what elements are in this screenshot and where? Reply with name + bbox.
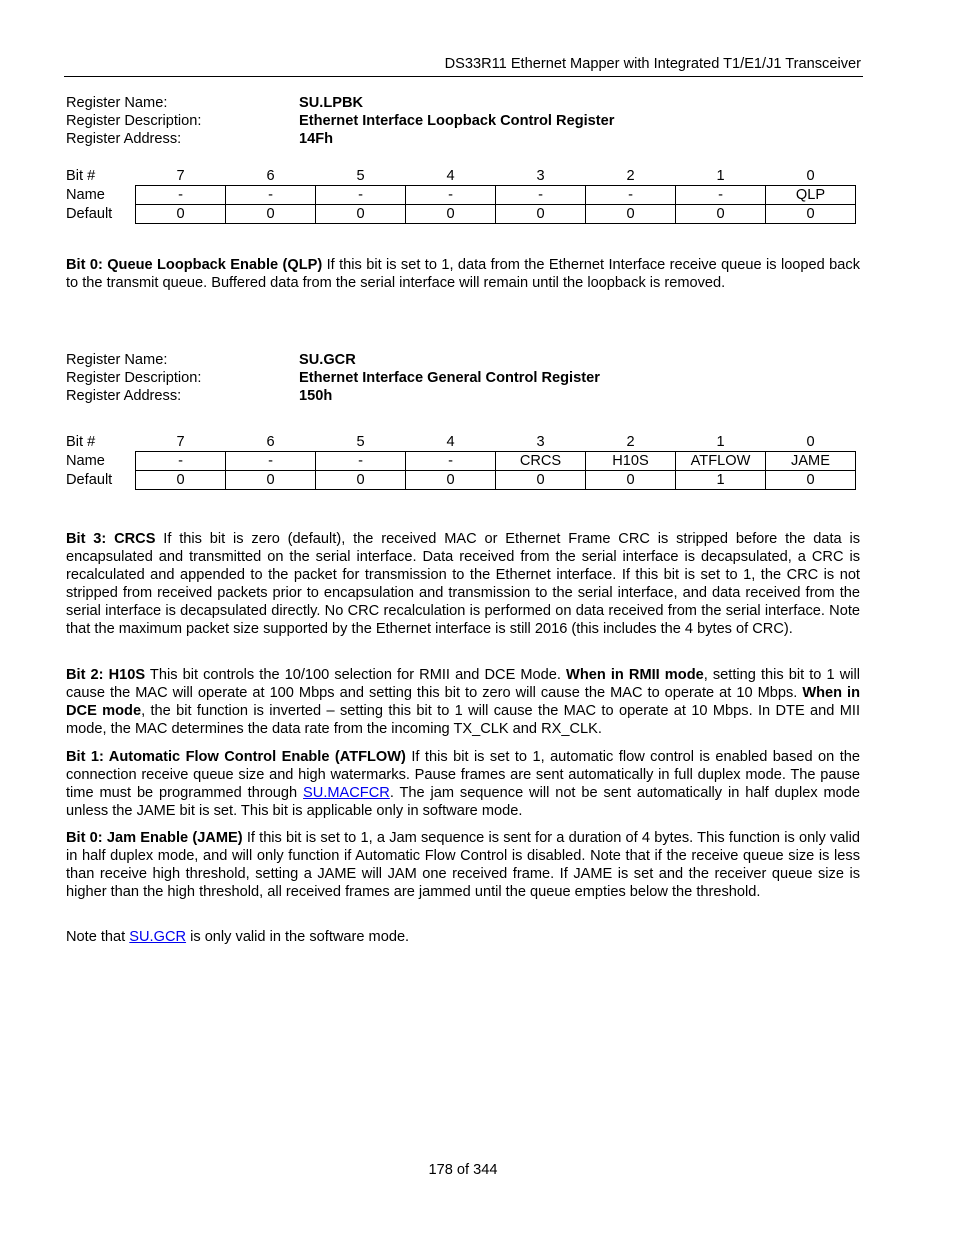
bit-name: - [406,452,496,471]
bit-table-gcr [66,433,856,490]
bit-name: CRCS [496,452,586,471]
bit-default: 0 [226,471,316,490]
bit-number-row [66,167,856,186]
bit-default-row [66,205,856,224]
bit-name-row [66,186,856,205]
bit-name: - [316,452,406,471]
paragraph-text: , setting this bit to 1 will cause the MAC will operate at 100 Mbps and setting this bit to zero will cause the MAC to operate at 10 Mbps. [66,667,860,701]
page-number: 178 of 344 [428,1162,498,1178]
bit-row-label: Bit # [66,433,96,450]
register-description-value: Ethernet Interface Loopback Control Register [299,113,615,129]
document-header: DS33R11 Ethernet Mapper with Integrated T1/E1/J1 Transceiver [444,56,861,72]
default-row-label: Default [66,205,113,222]
bit-name: - [676,186,766,205]
bit-default: 0 [226,205,316,224]
bit-name-row [66,452,856,471]
register-address-label: Register Address: [66,388,182,404]
bit-name: - [586,186,676,205]
bit-default: 0 [586,205,676,224]
bit-name: - [406,186,496,205]
bit-name: H10S [586,452,676,471]
name-row-label: Name [66,186,105,203]
paragraph-heading: Bit 3: CRCS [66,531,156,547]
register-name-value: SU.GCR [299,352,356,368]
paragraph-text: Note that [66,929,130,945]
bit-number: 2 [626,167,635,184]
bit-name: - [136,452,226,471]
bit-default: 0 [136,471,226,490]
bit-name: - [316,186,406,205]
bit-number: 6 [266,433,275,450]
paragraph-heading: Bit 1: Automatic Flow Control Enable (ATFLOW) [66,749,406,765]
paragraph-crcs [66,530,860,638]
bit-number: 3 [536,433,545,450]
paragraph-text: If this bit is set to 1, automatic flow control is enabled based on the connection receive queue size and high watermarks. Pause frames are sent automatically in full duplex mode. The pause time must be programmed through [66,749,860,801]
paragraph-h10s [66,666,860,738]
bit-default: 0 [496,471,586,490]
bit-default: 0 [766,205,856,224]
register-name-label: Register Name: [66,95,168,111]
header-rule [64,76,863,77]
name-row-label: Name [66,452,105,469]
bit-name: - [496,186,586,205]
bit-number: 0 [806,167,815,184]
dce-mode-emphasis: When in DCE mode [66,685,860,719]
bit-name: - [226,452,316,471]
bit-number: 6 [266,167,275,184]
register-name-value: SU.LPBK [299,95,364,111]
paragraph-qlp [66,256,860,292]
bit-name: JAME [766,452,856,471]
paragraph-text: This bit controls the 10/100 selection for RMII and DCE Mode. [145,667,567,683]
bit-number: 1 [716,167,725,184]
bit-default: 1 [676,471,766,490]
bit-number: 5 [356,167,365,184]
register-info-lpbk [66,94,614,148]
register-address-label: Register Address: [66,131,182,147]
bit-name: ATFLOW [676,452,766,471]
su-macfcr-link[interactable]: SU.MACFCR [303,785,390,801]
bit-number: 0 [806,433,815,450]
paragraph-text: , the bit function is inverted – setting this bit to 1 will cause the MAC to operate at 10 Mbps. In DTE and MII mode, the MAC determines the data rate from the incoming TX_CLK and RX_CLK. [66,703,861,737]
register-name-label: Register Name: [66,352,168,368]
paragraph-heading: Bit 0: Jam Enable (JAME) [66,830,243,846]
paragraph-note [66,928,860,946]
register-description-value: Ethernet Interface General Control Register [299,370,600,386]
rmii-mode-emphasis: When in RMII mode [566,667,704,683]
register-address-value: 14Fh [299,131,334,147]
bit-number: 2 [626,433,635,450]
default-row-label: Default [66,471,113,488]
bit-name: - [226,186,316,205]
paragraph-jame [66,829,860,901]
bit-default: 0 [406,471,496,490]
paragraph-heading: Bit 2: H10S [66,667,146,683]
bit-default: 0 [676,205,766,224]
bit-number: 4 [446,433,455,450]
bit-row-label: Bit # [66,167,96,184]
paragraph-text: . The jam sequence will not be sent automatically in half duplex mode unless the JAME bit is set. This bit is applicable only in software mode. [66,785,860,819]
paragraph-atflow [66,748,860,820]
bit-number: 1 [716,433,725,450]
bit-name: QLP [766,186,856,205]
register-description-label: Register Description: [66,113,202,129]
bit-name: - [136,186,226,205]
bit-number: 5 [356,433,365,450]
paragraph-text: If this bit is set to 1, data from the Ethernet Interface receive queue is looped back to the transmit queue. Buffered data from the serial interface will remain until the loopback is removed. [66,257,860,291]
bit-default-row [66,471,856,490]
paragraph-text: If this bit is set to 1, a Jam sequence is sent for a duration of 4 bytes. This function is only valid in half duplex mode, and will only function if Automatic Flow Control is disabled. Note that if the receive queue size is less than receive high threshold, setting a JAME will JAM one received frame. If JAME is set and the receiver queue size is higher than the high threshold, all received frames are jammed until the queue empties below the threshold. [66,830,860,900]
su-gcr-link[interactable]: SU.GCR [129,929,187,945]
bit-default: 0 [316,471,406,490]
paragraph-text: If this bit is zero (default), the received MAC or Ethernet Frame CRC is stripped before the data is encapsulated and transmitted on the serial interface. Data received from the serial interface is decapsulated, a CRC is recalculated and appended to the packet for transmission to the Ethernet interface. If this bit is set to 1, the CRC is not stripped from received packets prior to encapsulation and transmission to the serial interface, and data received from the serial interface is decapsulated directly. No CRC recalculation is performed on data received from the serial interface. Note that the maximum packet size supported by the Ethernet interface is still 2016 (this includes the 4 bytes of CRC). [66,531,861,637]
register-info-gcr [66,351,600,405]
register-address-value: 150h [299,388,333,404]
bit-default: 0 [586,471,676,490]
paragraph-heading: Bit 0: Queue Loopback Enable (QLP) [66,257,323,273]
bit-default: 0 [136,205,226,224]
bit-table-lpbk [66,167,856,224]
bit-number: 3 [536,167,545,184]
bit-default: 0 [316,205,406,224]
paragraph-text: is only valid in the software mode. [186,929,410,945]
bit-number-row [66,433,856,452]
bit-number: 4 [446,167,455,184]
bit-default: 0 [766,471,856,490]
bit-number: 7 [176,433,185,450]
register-description-label: Register Description: [66,370,202,386]
bit-default: 0 [496,205,586,224]
bit-default: 0 [406,205,496,224]
bit-number: 7 [176,167,185,184]
